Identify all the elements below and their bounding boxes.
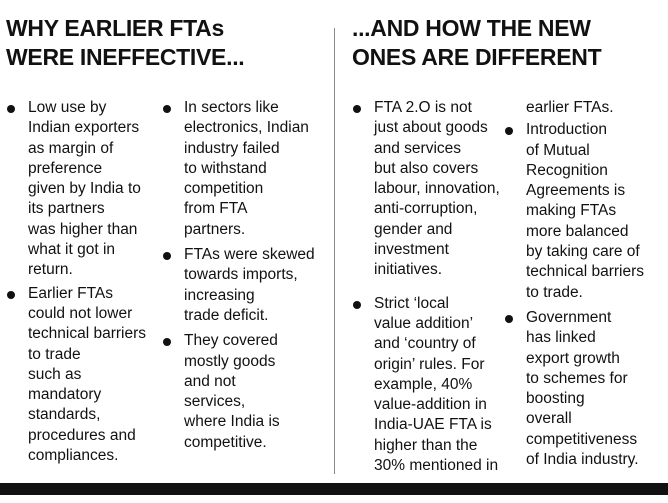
bullet-line: value-addition in — [374, 396, 487, 414]
bullet-line: of India industry. — [526, 451, 639, 469]
bullet-item — [6, 284, 156, 467]
right-column-1 — [352, 98, 520, 476]
bullet-line: increasing — [184, 286, 255, 304]
bullet-line: has linked — [526, 329, 596, 347]
bullet-line: labour, innovation, — [374, 180, 500, 198]
bullet-line: FTA 2.O is not — [374, 99, 472, 116]
bullet-line: of Mutual — [526, 141, 590, 159]
bullet-line: electronics, Indian — [184, 119, 309, 137]
bullet-dot-icon — [7, 291, 15, 299]
bullet-line: India-UAE FTA is — [374, 416, 492, 434]
bullet-line: making FTAs — [526, 202, 617, 220]
bullet-line: 30% mentioned in — [374, 457, 499, 475]
bullet-line: just about goods — [374, 119, 488, 137]
bullet-line: given by India to — [28, 180, 141, 198]
bullet-item — [352, 98, 520, 281]
bullet-line: its partners — [28, 200, 105, 218]
bullet-dot-icon — [505, 127, 513, 135]
bullet-line: boosting — [526, 390, 585, 408]
bullet-line: more balanced — [526, 222, 629, 240]
right-column-2 — [504, 98, 664, 470]
bullet-dot-icon — [505, 315, 513, 323]
bullet-line: to trade — [28, 345, 81, 363]
bullet-line: FTAs were skewed — [184, 246, 315, 264]
bullet-line: compliances. — [28, 447, 119, 465]
bullet-line: where India is — [184, 413, 280, 431]
bullet-line: could not lower — [28, 304, 133, 322]
bullet-line: technical barriers — [28, 325, 147, 343]
bullet-line: In sectors like — [184, 99, 279, 116]
left-column-2 — [162, 98, 330, 453]
bullet-line: partners. — [184, 220, 246, 238]
bullet-item — [162, 331, 330, 453]
bullet-line: was higher than — [28, 220, 138, 238]
bullet-line: to schemes for — [526, 369, 628, 387]
bullet-line: mostly goods — [184, 352, 276, 370]
bullet-line: to withstand — [184, 159, 267, 177]
bullet-line: industry failed — [184, 139, 280, 157]
bullet-line: mandatory — [28, 386, 102, 404]
bullet-line: Recognition — [526, 161, 608, 179]
right-heading-line-2: ONES ARE DIFFERENT — [352, 44, 602, 70]
bullet-line: Introduction — [526, 121, 607, 139]
bullet-line: export growth — [526, 349, 620, 367]
bullet-line: initiatives. — [374, 261, 443, 279]
bullet-line: as margin of — [28, 139, 114, 157]
bullet-line: procedures and — [28, 426, 136, 444]
bullet-line: origin’ rules. For — [374, 355, 485, 373]
bullet-dot-icon — [163, 338, 171, 346]
bullet-line: return. — [28, 261, 73, 279]
bullet-dot-icon — [353, 105, 361, 113]
right-heading-line-1: ...AND HOW THE NEW — [352, 15, 591, 41]
bullet-line: towards imports, — [184, 266, 298, 284]
bullet-line: example, 40% — [374, 375, 473, 393]
bullet-line: investment — [374, 241, 449, 259]
bullet-line: by taking care of — [526, 243, 640, 261]
bullet-line: Low use by — [28, 99, 107, 116]
bullet-item — [504, 308, 664, 470]
bullet-line: trade deficit. — [184, 306, 269, 324]
bullet-line: to trade. — [526, 283, 583, 301]
bullet-line: earlier FTAs. — [526, 99, 614, 116]
bullet-line: preference — [28, 159, 103, 177]
bullet-line: They covered — [184, 332, 278, 350]
bullet-line: gender and — [374, 220, 453, 238]
bullet-line: and services — [374, 139, 462, 157]
left-column-1 — [6, 98, 156, 466]
bullet-item — [352, 294, 520, 477]
bullet-line: competitiveness — [526, 430, 638, 448]
bullet-line: competition — [184, 180, 264, 198]
bullet-line: overall — [526, 410, 572, 428]
bullet-line: value addition’ — [374, 314, 474, 332]
continued-text — [504, 98, 664, 118]
bullet-line: but also covers — [374, 159, 479, 177]
bullet-line: anti-corruption, — [374, 200, 478, 218]
bullet-dot-icon — [7, 105, 15, 113]
bullet-line: higher than the — [374, 436, 478, 454]
left-heading-line-2: WERE INEFFECTIVE... — [6, 44, 245, 70]
bullet-line: and not — [184, 372, 236, 390]
bullet-item — [6, 98, 156, 281]
bullet-line: services, — [184, 393, 246, 411]
bullet-item — [504, 120, 664, 303]
bullet-item — [162, 98, 330, 240]
bullet-line: technical barriers — [526, 263, 645, 281]
bullet-line: standards, — [28, 406, 101, 424]
bullet-line: from FTA — [184, 200, 248, 218]
column-divider — [334, 28, 335, 474]
bullet-item — [162, 245, 330, 326]
bullet-line: and ‘country of — [374, 335, 476, 353]
bullet-dot-icon — [163, 105, 171, 113]
bullet-line: what it got in — [28, 241, 116, 259]
bullet-dot-icon — [353, 301, 361, 309]
right-heading — [352, 14, 662, 72]
bullet-line: Earlier FTAs — [28, 284, 113, 302]
left-heading-line-1: WHY EARLIER FTAs — [6, 15, 224, 41]
bullet-line: competitive. — [184, 433, 267, 451]
bullet-line: Strict ‘local — [374, 294, 449, 312]
bottom-rule — [0, 483, 668, 495]
left-heading — [6, 14, 326, 72]
bullet-line: such as — [28, 365, 82, 383]
bullet-line: Indian exporters — [28, 119, 140, 137]
bullet-line: Agreements is — [526, 182, 626, 200]
bullet-line: Government — [526, 308, 612, 326]
bullet-dot-icon — [163, 252, 171, 260]
